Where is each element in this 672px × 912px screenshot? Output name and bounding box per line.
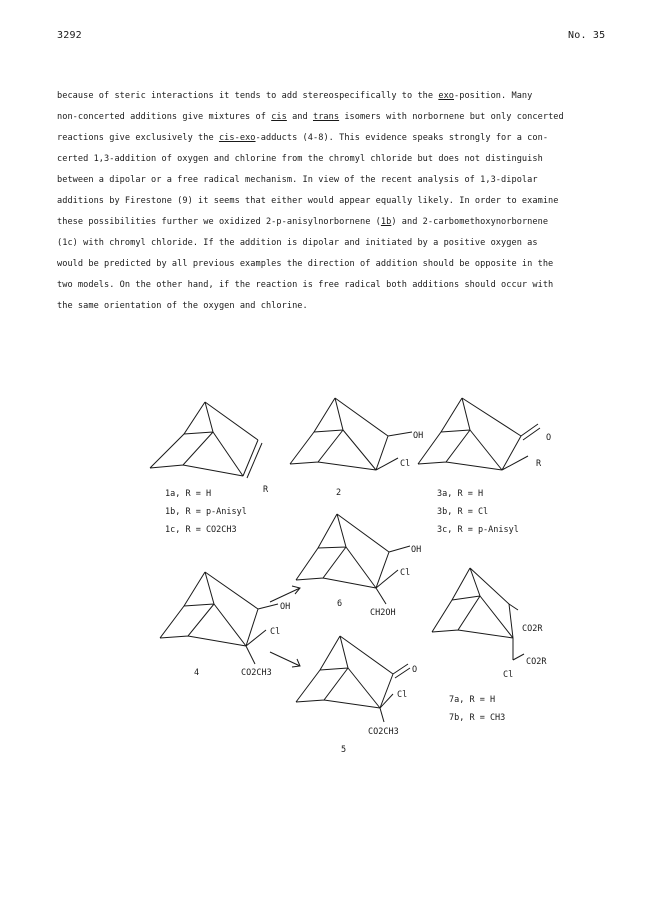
label-3c: 3c, R = p-Anisyl [437,525,519,535]
paragraph-line: (1c) with chromyl chloride. If the addition is dipolar and initiated by a positive oxygen as [57,238,538,248]
journal-issue-number: No. 35 [568,30,606,41]
label-3a: 3a, R = H [437,489,484,499]
paragraph-line: would be predicted by all previous examples the direction of addition should be opposite in the [57,259,554,269]
label-7a: 7a, R = H [449,695,496,705]
label-1c: 1c, R = CO2CH3 [165,525,237,535]
paragraph-line: the same orientation of the oxygen and chlorine. [57,301,308,311]
label-1a: 1a, R = H [165,489,212,499]
structure-6 [296,514,410,604]
structure-2 [290,398,412,470]
structure-7 [432,568,524,660]
structure-1-norbornene [150,402,262,478]
structure-3-ketone [418,398,540,470]
label-4-Cl: Cl [270,627,281,637]
page-number: 3292 [57,30,82,41]
label-6-Cl: Cl [400,568,411,578]
label-3-O: O [546,433,552,443]
label-2-OH: OH [413,431,424,441]
paragraph-line: additions by Firestone (9) it seems that either would appear equally likely. In order to examine [57,196,559,206]
label-6-number: 6 [337,599,343,609]
label-2-number: 2 [336,488,342,498]
label-6-substituent: CH2OH [370,608,396,618]
label-5-number: 5 [341,745,347,755]
paragraph-line: because of steric interactions it tends to add stereospecifically to the exo-position. Many [57,91,533,101]
label-1b: 1b, R = p-Anisyl [165,507,247,517]
label-3-R: R [536,459,542,469]
label-7-mid-substituent: CO2R [526,657,547,667]
label-4-OH: OH [280,602,291,612]
paragraph-line: reactions give exclusively the cis-exo-adducts (4-8). This evidence speaks strongly for a con- [57,133,549,143]
paragraph-line: between a dipolar or a free radical mechanism. In view of the recent analysis of 1,3-dipolar [57,175,538,185]
label-4-substituent: CO2CH3 [241,668,272,678]
paragraph-line: certed 1,3-addition of oxygen and chlorine from the chromyl chloride but does not distinguish [57,154,543,164]
structure-4 [160,572,281,664]
label-7b: 7b, R = CH3 [449,713,506,723]
label-3b: 3b, R = Cl [437,507,489,517]
underlined-term: exo [438,91,455,101]
label-5-substituent: CO2CH3 [368,727,399,737]
label-5-Cl: Cl [397,690,408,700]
label-1-R: R [263,485,269,495]
paragraph-line: two models. On the other hand, if the reaction is free radical both additions should occur with [57,280,554,290]
underlined-term: 1b [380,217,392,227]
label-5-O: O [412,665,418,675]
underlined-term: cis [271,112,287,122]
reaction-arrow-to-5 [270,652,300,667]
structure-5 [296,636,410,722]
label-4-number: 4 [194,668,200,678]
label-2-Cl: Cl [400,459,411,469]
paragraph-line: these possibilities further we oxidized 2-p-anisylnorbornene (1b) and 2-carbomethoxynorbornene [57,217,549,227]
reaction-arrow-to-6 [270,586,300,602]
label-7-top-substituent: CO2R [522,624,543,634]
underlined-term: trans [312,112,340,122]
underlined-term: cis-exo [218,133,256,143]
paragraph-line: non-concerted additions give mixtures of cis and trans isomers with norbornene but only concerted [57,112,564,122]
label-7-Cl: Cl [503,670,514,680]
label-6-OH: OH [411,545,422,555]
